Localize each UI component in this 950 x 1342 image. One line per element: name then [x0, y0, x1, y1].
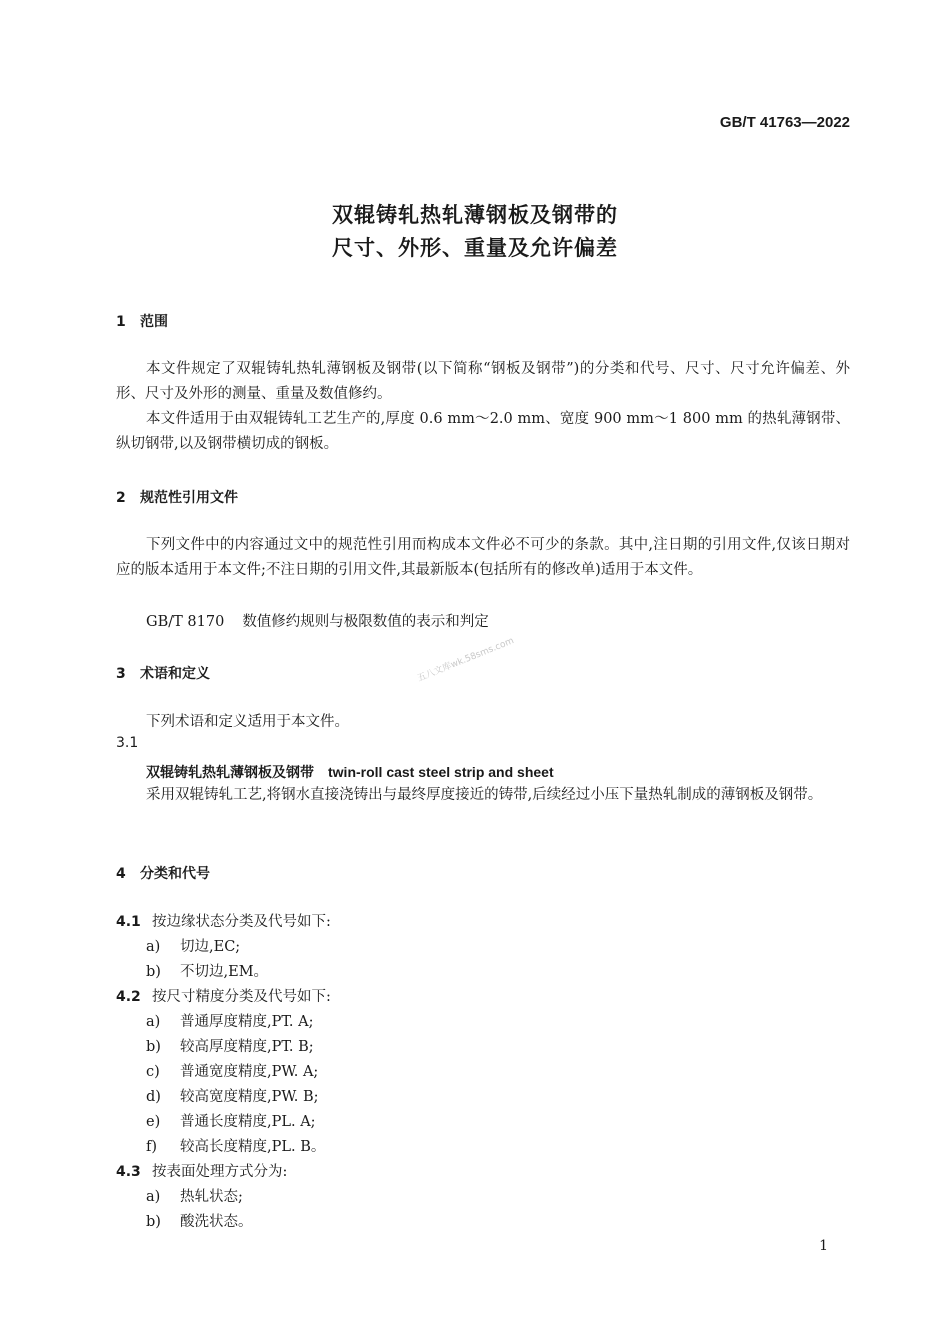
list-item — [146, 1185, 243, 1206]
list-item-label: b) — [146, 964, 161, 980]
term-english: twin-roll cast steel strip and sheet — [328, 764, 554, 780]
list-item-label: a) — [146, 1189, 161, 1205]
clause-number: 4.1 — [116, 914, 141, 930]
list-item — [146, 1060, 318, 1081]
list-item-text: 热轧状态; — [180, 1189, 243, 1205]
section-number: 3 — [116, 666, 126, 682]
term-title — [146, 762, 554, 782]
section-4-heading — [116, 863, 210, 883]
section-number: 1 — [116, 314, 126, 330]
list-item-label: c) — [146, 1064, 160, 1080]
list-item-text: 较高长度精度,PL. B。 — [180, 1139, 326, 1155]
section-1-paragraph-1: 本文件规定了双辊铸轧热轧薄钢板及钢带(以下简称“钢板及钢带”)的分类和代号、尺寸、尺寸允许偏差、外形、尺寸及外形的测量、重量及数值修约。 — [116, 361, 850, 402]
section-number: 4 — [116, 866, 126, 882]
list-item — [146, 1110, 316, 1131]
document-title-line-2: 尺寸、外形、重量及允许偏差 — [332, 236, 618, 260]
section-title: 范围 — [140, 314, 168, 330]
section-title: 规范性引用文件 — [140, 490, 238, 506]
list-item-text: 酸洗状态。 — [180, 1214, 253, 1230]
list-item-text: 不切边,EM。 — [180, 964, 269, 980]
list-item-text: 普通长度精度,PL. A; — [180, 1114, 316, 1130]
list-item — [146, 1135, 325, 1156]
clause-number: 4.3 — [116, 1164, 141, 1180]
list-item-label: a) — [146, 1014, 161, 1030]
list-item — [146, 935, 240, 956]
list-item-text: 较高厚度精度,PT. B; — [180, 1039, 314, 1055]
clause-text: 按尺寸精度分类及代号如下: — [152, 989, 331, 1005]
list-item-text: 切边,EC; — [180, 939, 241, 955]
section-title: 术语和定义 — [140, 666, 210, 682]
list-item — [146, 1085, 319, 1106]
section-2-paragraph-1: 下列文件中的内容通过文中的规范性引用而构成本文件必不可少的条款。其中,注日期的引用文件,仅该日期对应的版本适用于本文件;不注日期的引用文件,其最新版本(包括所有的修改单)适用于本文件。 — [116, 537, 850, 578]
list-item — [146, 960, 268, 981]
list-item-label: e) — [146, 1114, 161, 1130]
section-number: 2 — [116, 490, 126, 506]
section-1-heading — [116, 311, 168, 331]
term-number: 3.1 — [116, 735, 139, 751]
watermark: 五八文库wk.58sms.com — [416, 636, 516, 685]
page-number: 1 — [819, 1238, 828, 1254]
term-chinese: 双辊铸轧热轧薄钢板及钢带 — [146, 765, 314, 781]
normative-reference — [146, 610, 489, 631]
list-item-text: 较高宽度精度,PW. B; — [180, 1089, 319, 1105]
term-definition: 采用双辊铸轧工艺,将钢水直接浇铸出与最终厚度接近的铸带,后续经过小压下量热轧制成的薄钢板及钢带。 — [146, 787, 823, 803]
section-3-intro: 下列术语和定义适用于本文件。 — [146, 714, 349, 730]
list-item — [146, 1010, 313, 1031]
section-3-heading — [116, 663, 210, 683]
list-item-label: a) — [146, 939, 161, 955]
list-item-label: d) — [146, 1089, 161, 1105]
list-item-text: 普通宽度精度,PW. A; — [180, 1064, 319, 1080]
reference-code: GB/T 8170 — [146, 614, 225, 630]
section-title: 分类和代号 — [140, 866, 210, 882]
standard-code: GB/T 41763—2022 — [719, 114, 850, 131]
list-item-text: 普通厚度精度,PT. A; — [180, 1014, 314, 1030]
clause-number: 4.2 — [116, 989, 141, 1005]
list-item — [146, 1035, 314, 1056]
section-2-heading — [116, 487, 238, 507]
clause-4-1 — [116, 910, 331, 931]
clause-4-3 — [116, 1160, 287, 1181]
list-item-label: f) — [146, 1139, 158, 1155]
list-item — [146, 1210, 253, 1231]
document-title-line-1: 双辊铸轧热轧薄钢板及钢带的 — [332, 203, 618, 227]
reference-title: 数值修约规则与极限数值的表示和判定 — [242, 614, 489, 630]
section-1-paragraph-2: 本文件适用于由双辊铸轧工艺生产的,厚度 0.6 mm～2.0 mm、宽度 900 mm～1 800 mm 的热轧薄钢带、纵切钢带,以及钢带横切成的钢板。 — [116, 411, 850, 452]
clause-4-2 — [116, 985, 331, 1006]
list-item-label: b) — [146, 1214, 161, 1230]
list-item-label: b) — [146, 1039, 161, 1055]
clause-text: 按边缘状态分类及代号如下: — [152, 914, 331, 930]
clause-text: 按表面处理方式分为: — [152, 1164, 288, 1180]
